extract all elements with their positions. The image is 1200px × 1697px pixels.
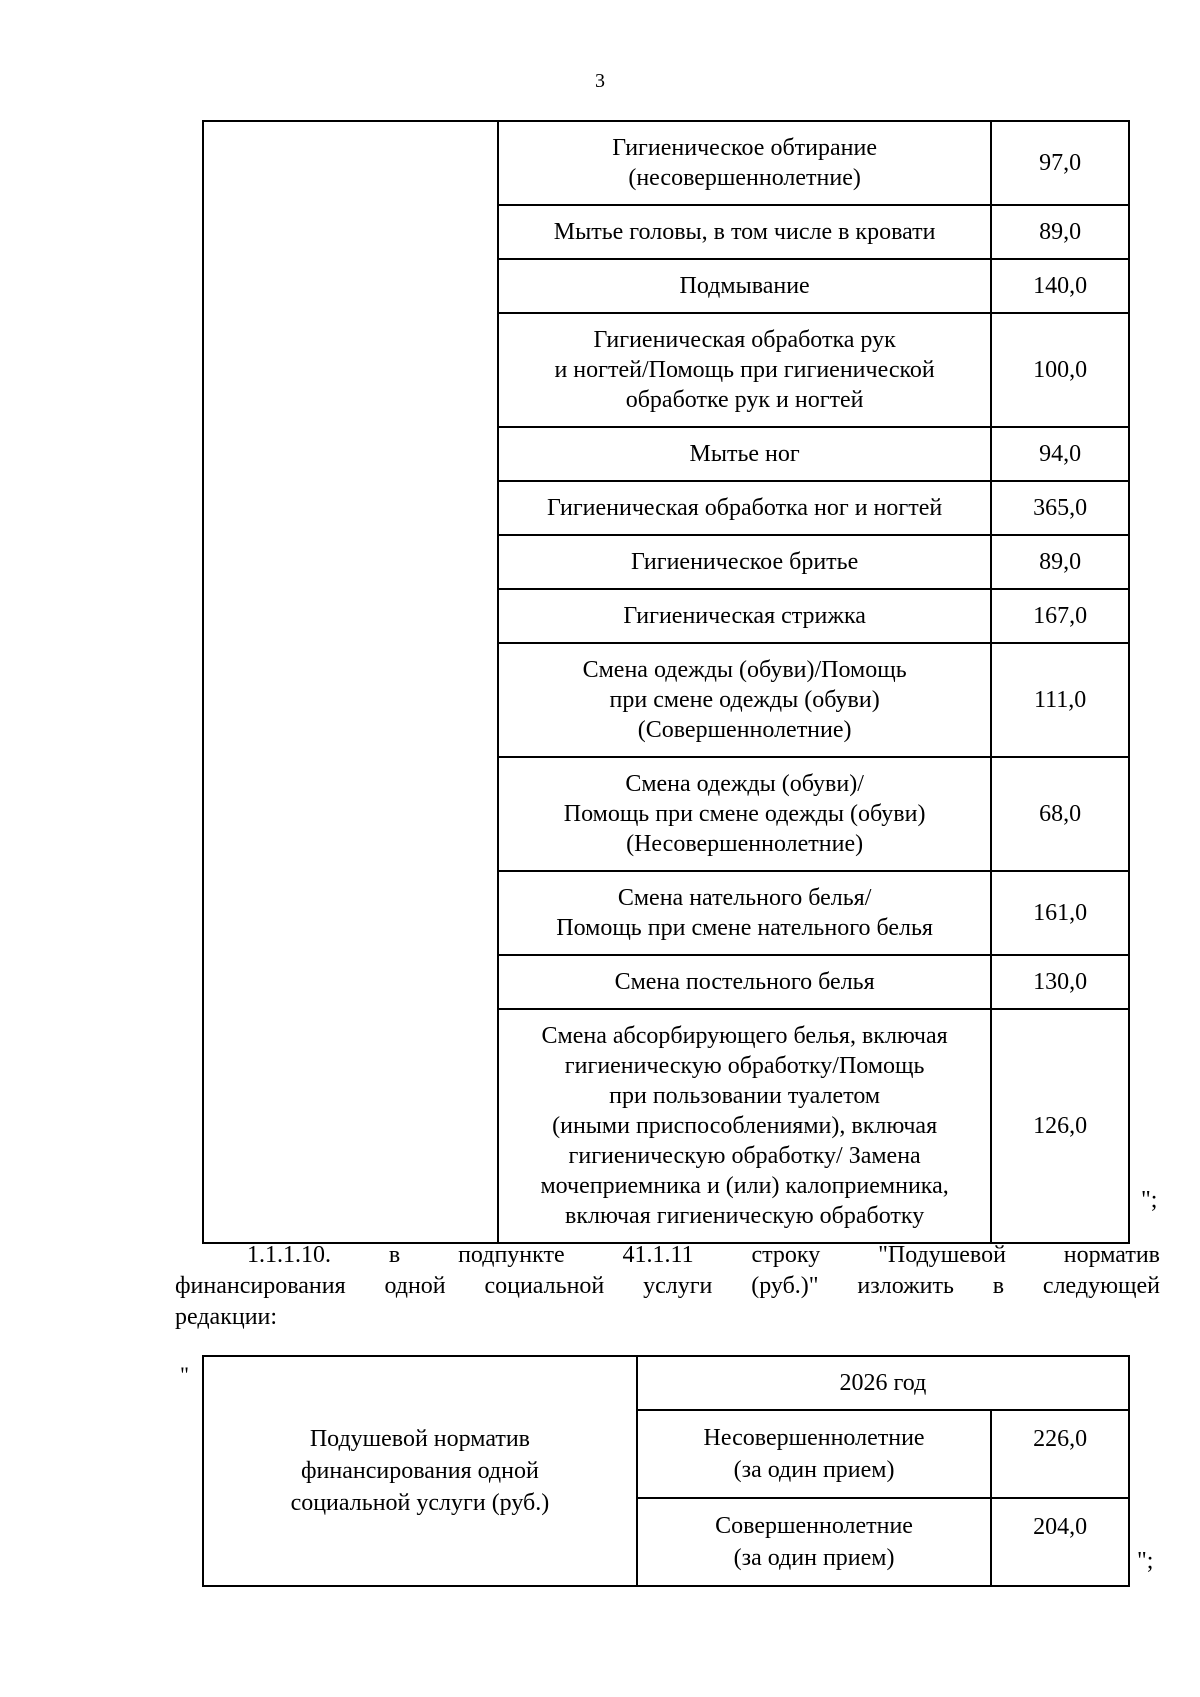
empty-cell [203, 121, 498, 1243]
price-cell: 111,0 [991, 643, 1129, 757]
service-name-cell [498, 121, 991, 205]
service-name-line: Смена нательного белья/ [617, 885, 872, 911]
norm-label-line: социальной услуги (руб.) [290, 1490, 550, 1516]
price-cell: 100,0 [991, 313, 1129, 427]
service-name-line: Смена одежды (обуви)/ [625, 771, 864, 797]
service-name-cell [498, 481, 991, 535]
service-name-line: обработке рук и ногтей [625, 387, 864, 413]
service-name-cell [498, 1009, 991, 1243]
service-name-line: Мытье головы, в том числе в кровати [553, 219, 936, 245]
price-cell: 226,0 [991, 1410, 1129, 1498]
price-cell: 97,0 [991, 121, 1129, 205]
service-name-cell [498, 871, 991, 955]
service-name-cell [498, 535, 991, 589]
service-name-line: Смена абсорбирующего белья, включая [541, 1023, 948, 1049]
service-name-cell [498, 955, 991, 1009]
service-name-line: Подмывание [679, 273, 810, 299]
service-name-cell [498, 589, 991, 643]
norm-label-cell [203, 1356, 637, 1586]
paragraph-line: редакции: [175, 1304, 278, 1330]
service-name-line: при смене одежды (обуви) [609, 687, 880, 713]
table-row [203, 121, 1129, 205]
service-name-line: Помощь при смене одежды (обуви) [563, 801, 926, 827]
service-name-line: Смена постельного белья [614, 969, 875, 995]
service-name-line: Гигиеническое бритье [630, 549, 859, 575]
service-name-line: гигиеническую обработку/ Замена [568, 1143, 921, 1169]
service-name-line: и ногтей/Помощь при гигиенической [554, 357, 935, 383]
category-line: (за один прием) [733, 1457, 895, 1483]
service-name-line: (иными приспособлениями), включая [552, 1113, 938, 1139]
price-cell: 126,0 [991, 1009, 1129, 1243]
service-name-line: Гигиеническое обтирание [612, 135, 877, 161]
service-name-cell [498, 205, 991, 259]
service-name-line: гигиеническую обработку/Помощь [564, 1053, 925, 1079]
service-name-cell [498, 259, 991, 313]
service-name-line: включая гигиеническую обработку [564, 1203, 925, 1229]
service-name-cell [498, 313, 991, 427]
service-name-line: (несовершеннолетние) [628, 165, 861, 191]
category-line: Несовершеннолетние [703, 1425, 925, 1451]
price-cell: 204,0 [991, 1498, 1129, 1586]
price-cell: 365,0 [991, 481, 1129, 535]
service-name-line: (Несовершеннолетние) [626, 831, 864, 857]
service-name-cell [498, 757, 991, 871]
service-name-line: Мытье ног [689, 441, 800, 467]
norm-label-line: Подушевой норматив [309, 1426, 531, 1452]
service-name-line: мочеприемника и (или) калоприемника, [540, 1173, 949, 1199]
category-line: (за один прием) [733, 1545, 895, 1571]
service-name-line: Помощь при смене нательного белья [556, 915, 933, 941]
price-cell: 89,0 [991, 535, 1129, 589]
service-name-cell [498, 643, 991, 757]
price-cell: 161,0 [991, 871, 1129, 955]
closing-quote: "; [1141, 1187, 1158, 1213]
norm-label-line: финансирования одной [300, 1458, 539, 1484]
page-number: 3 [595, 70, 605, 92]
price-cell: 89,0 [991, 205, 1129, 259]
table-row [203, 1356, 1129, 1410]
service-name-line: при пользовании туалетом [609, 1083, 881, 1109]
service-name-cell [498, 427, 991, 481]
amendment-paragraph [175, 1240, 1160, 1333]
service-name-line: Гигиеническая обработка ног и ногтей [547, 495, 943, 521]
opening-quote: " [180, 1362, 189, 1387]
price-cell: 130,0 [991, 955, 1129, 1009]
category-cell [637, 1410, 991, 1498]
price-cell: 68,0 [991, 757, 1129, 871]
year-header: 2026 год [637, 1356, 1129, 1410]
price-cell: 167,0 [991, 589, 1129, 643]
services-price-table [202, 120, 1130, 1244]
paragraph-line: финансирования одной социальной услуги (руб.)" изложить в следующей [175, 1273, 1160, 1299]
per-capita-norm-table [202, 1355, 1130, 1587]
service-name-line: Смена одежды (обуви)/Помощь [582, 657, 907, 683]
category-cell [637, 1498, 991, 1586]
service-name-line: Гигиеническая стрижка [623, 603, 866, 629]
price-cell: 140,0 [991, 259, 1129, 313]
closing-quote: "; [1137, 1548, 1154, 1574]
category-line: Совершеннолетние [715, 1513, 913, 1539]
service-name-line: (Совершеннолетние) [637, 717, 852, 743]
paragraph-line: 1.1.1.10. в подпункте 41.1.11 строку "Подушевой норматив [247, 1242, 1160, 1268]
service-name-line: Гигиеническая обработка рук [593, 327, 896, 353]
price-cell: 94,0 [991, 427, 1129, 481]
